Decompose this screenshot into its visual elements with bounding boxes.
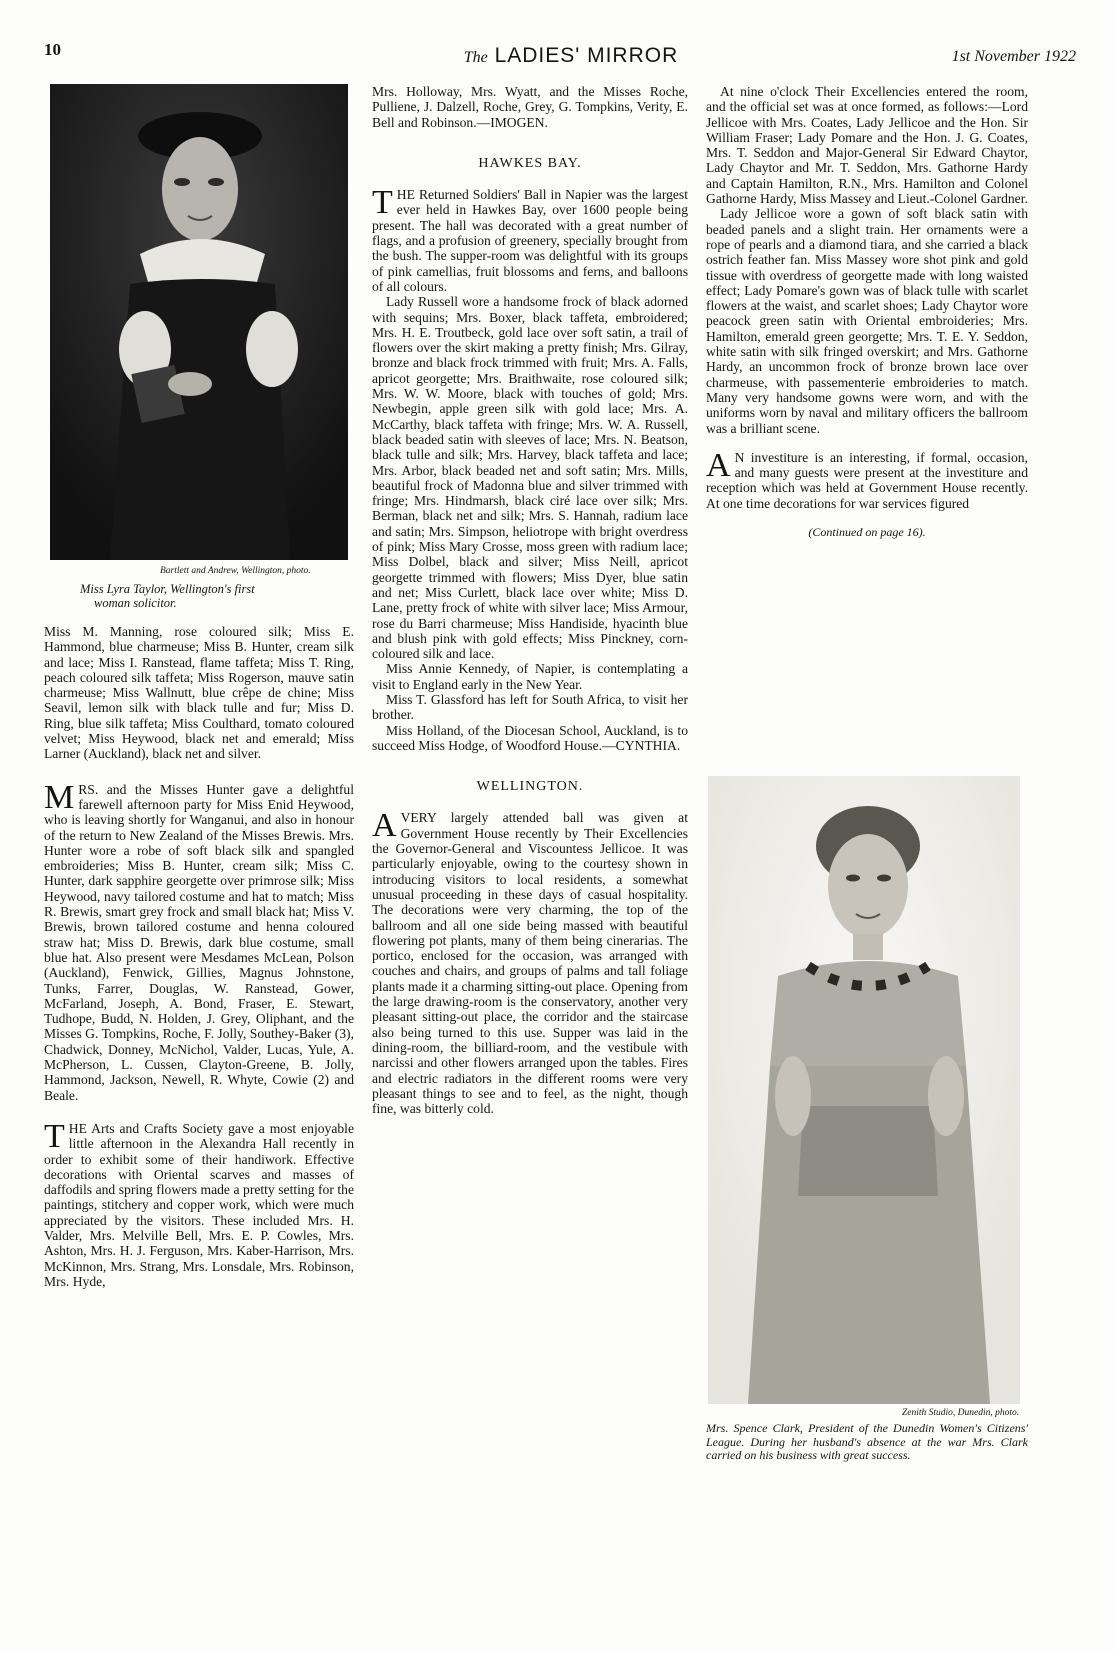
photo-caption: Mrs. Spence Clark, President of the Dunedin Women's Citizens' League. During her husband's absence at the war Mrs. Clark carried on his business with great success.: [706, 1421, 1028, 1462]
paragraph: [706, 446, 1028, 511]
paragraph: Lady Russell wore a handsome frock of black adorned with sequins; Mrs. Boxer, black taffeta, embroidered; Mrs. H. E. Troutbeck, gold lace over soft satin, a trail of flowers over the skirt making a pretty finish; Mrs. Gilray, bronze and black frock trimmed with fruit; Mrs. A. Falls, apricot georgette; Mrs. Braithwaite, rose coloured silk; Mrs. W. W. Moore, black with touches of gold; Mrs. Newbegin, apple green silk with gold lace; Mrs. A. McCarthy, black taffeta with fringe; Mrs. W. A. Russell, black beaded satin with sleeves of lace; Mrs. N. Beatson, black tulle and silk; Mrs. Harvey, black taffeta and lace; Mrs. Arbor, black beaded net and soft satin; Mrs. Mills, beautiful frock of Madonna blue and silver trimmed with fringe; Mrs. Hindmarsh, black ciré lace over silk; Mrs. Berman, black net and silk; Mrs. S. Hannah, radium lace and satin; Mrs. Simpson, heliotrope with bright overdress of pink; Miss Mary Crosse, moss green with radium lace; Miss Dolbel, black and silver; Miss Neill, apricot georgette trimmed with flowers; Miss Dyer, blue satin and net; Miss Curlett, black lace over white; Miss D. Lane, pretty frock of white with silver lace; Miss Armour, rose du Barri charmeuse; Miss Handiside, hyacinth blue and blush pink with gold effects; Miss Pinckney, corn-coloured silk and lace.: [372, 294, 688, 662]
paragraph: At nine o'clock Their Excellencies entered the room, and the official set was at once formed, as follows:—Lord Jellicoe with Mrs. Coates, Lady Jellicoe and the Hon. Sir William Fraser; Lady Pomare and the Hon. J. G. Coates, Mrs. T. Seddon and Major-General Sir Edward Chaytor, Lady Chaytor and Mr. T. Seddon, Mrs. Gathorne Hardy and Captain Hamilton, R.N., Mrs. Hamilton and Colonel Gathorne Hardy, Miss Massey and Lieut.-Colonel Gardner.: [706, 84, 1028, 207]
paragraph-text: RS. and the Misses Hunter gave a delightful farewell afternoon party for Miss Enid Heywood, who is leaving shortly for Wanganui, and also in honour of the return to New Zealand of the Misses Brewis. Mrs. Hunter wore a robe of soft black silk and spangled embroideries; Miss B. Hunter, cream silk; Miss C. Hunter, dark sapphire georgette over primrose silk; Miss Heywood, navy tailored costume and hat to match; Miss R. Brewis, smart grey frock and small black hat; Miss V. Brewis, brown tailored costume and henna coloured straw hat; Miss D. Brewis, dark blue costume, small blue hat. Also present were Mesdames McLean, Polson (Auckland), Fenwick, Gillies, Magnus Johnstone, Tunks, Farrer, Douglas, W. Ranstead, Gower, McFarland, Joseph, A. Bond, Fraser, E. Stewart, Tudhope, Budd, N. Holden, J. Grey, Oliphant, and the Misses G. Tompkins, Roche, F. Jolly, Southey-Baker (3), Chadwick, Donney, McNichol, Valder, Lucas, Yule, A. McPherson, L. Cussen, Clayton-Greene, B. Jolly, Hammond, Jackson, Newell, R. Whyte, Cowie (2) and Beale.: [44, 781, 354, 1103]
paragraph-text: N investiture is an interesting, if formal, occasion, and many guests were present at the investiture and reception which was held at Government House recently. At one time decorations for war services figured: [706, 449, 1028, 511]
paragraph: [44, 1117, 354, 1289]
drop-cap: T: [372, 184, 393, 222]
masthead-title: LADIES' MIRROR: [494, 44, 679, 67]
column-1: [44, 624, 354, 1289]
paragraph: Mrs. Holloway, Mrs. Wyatt, and the Misses Roche, Pulliene, J. Dalzell, Roche, Grey, G. Tompkins, Verity, E. Bell and Robinson.—IMOGEN.: [372, 84, 688, 130]
column-3: [706, 84, 1028, 540]
section-heading: HAWKES BAY.: [478, 155, 582, 171]
caption-line-1: Miss Lyra Taylor, Wellington's first: [80, 582, 255, 596]
paragraph: Miss T. Glassford has left for South Africa, to visit her brother.: [372, 691, 688, 723]
paragraph: Miss Holland, of the Diocesan School, Auckland, is to succeed Miss Hodge, of Woodford House.—CYNTHIA.: [372, 722, 688, 753]
page-number: 10: [44, 40, 61, 59]
portrait-photo-mrs-spence-clark: [708, 776, 1020, 1404]
drop-cap: A: [706, 446, 731, 484]
paragraph: Miss Annie Kennedy, of Napier, is contemplating a visit to England early in the New Year.: [372, 661, 688, 692]
masthead-the: The: [463, 49, 488, 66]
masthead: [436, 44, 706, 68]
drop-cap: M: [44, 778, 75, 816]
paragraph-text: HE Returned Soldiers' Ball in Napier was the largest ever held in Hawkes Bay, over 1600 people being present. The hall was decorated with a great number of flags, and a profusion of greenery, specially brought from the bush. The supper-room was delightful with its groups of pink camellias, fruit blossoms and ferns, and balloons of all colours.: [372, 187, 688, 294]
photo-caption: [80, 582, 350, 610]
drop-cap: A: [372, 807, 397, 845]
column-2: [372, 84, 688, 1116]
paragraph: [372, 184, 688, 294]
photo-credit: Zenith Studio, Dunedin, photo.: [902, 1408, 1020, 1418]
caption-line-2: woman solicitor.: [94, 596, 177, 610]
paragraph-text: VERY largely attended ball was given at Government House recently by Their Excellencies the Governor-General and Viscountess Jellicoe. It was particularly enjoyable, owing to the courtesy shown in introducing visitors to local residents, a somewhat unusual proceeding in these days of casual hospitality. The decorations were very charming, the top of the ballroom and all one side being massed with beautiful flowering pot plants, many of them being cinerarias. The portico, enclosed for the occasion, was arranged with couches and chairs, and groups of palms and tall foliage plants made it a charming sitting-out place. Opening from the large drawing-room is the conservatory, another very pleasant sitting-out place, the corridor and the staircase also being turned to this use. Supper was laid in the dining-room, the billiard-room, and the vestibule with narcissi and other flowers arranged upon the tables. Fires and electric radiators in the different rooms were very pleasant things to see and to feel, as the night, though fine, was bitterly cold.: [372, 810, 688, 1117]
paragraph: [44, 778, 354, 1103]
paragraph: Lady Jellicoe wore a gown of soft black satin with beaded panels and a slight train. Her ornaments were a rope of pearls and a diamond tiara, and she carried a black ostrich feather fan. Miss Massey wore shot pink and gold tissue with overdress of georgette made with long waisted effect; Lady Pomare's gown was of black tulle with scarlet flowers at the waist, and scarlet shoes; Lady Chaytor wore peacock green satin with Oriental embroideries; Mrs. Hamilton, emerald green georgette; Mrs. T. E. Y. Seddon, white satin with silk fringed overskirt; and Mrs. Gathorne Hardy, an uncommon frock of bronze brown lace over charmeuse, with passementerie embroideries to match. Many very handsome gowns were worn, and with the uniforms worn by naval and military officers the ballroom was a brilliant scene.: [706, 206, 1028, 436]
paragraph: [372, 807, 688, 1117]
paragraph: Miss M. Manning, rose coloured silk; Miss E. Hammond, blue charmeuse; Miss B. Hunter, cream silk and lace; Miss I. Ranstead, flame taffeta; Miss T. Ring, peach coloured silk taffeta; Miss Rogerson, mauve satin charmeuse; Miss Wallnutt, blue crêpe de chine; Miss Seavil, lemon silk with black tulle and fur; Miss D. Ring, blue silk taffeta; Miss Coulthard, tomato coloured velvet; Miss Heywood, black net and emerald; Miss Larner (Auckland), black net and silver.: [44, 624, 354, 762]
photo-credit: Bartlett and Andrew, Wellington, photo.: [160, 566, 311, 576]
portrait-illustration: [50, 84, 348, 560]
paragraph-text: HE Arts and Crafts Society gave a most enjoyable little afternoon in the Alexandra Hall recently in order to exhibit some of their handiwork. Effective decorations with Oriental scarves and masses of daffodils and spring flowers made a pretty setting for the paintings, stitchery and copper work, which were much appreciated by the visitors. These included Mrs. H. Valder, Mrs. Melville Bell, Mrs. E. P. Cowles, Mrs. Ashton, Mrs. H. J. Ferguson, Mrs. Kaber-Harrison, Mrs. McKinnon, Mrs. Strang, Mrs. Lonsdale, Mrs. Robinson, Mrs. Hyde,: [44, 1120, 354, 1289]
portrait-photo-lyra-taylor: [50, 84, 348, 560]
portrait-illustration: [708, 776, 1020, 1404]
issue-date: 1st November 1922: [951, 48, 1076, 65]
drop-cap: T: [44, 1117, 65, 1155]
section-heading: WELLINGTON.: [476, 779, 584, 795]
continued-note: (Continued on page 16).: [808, 525, 926, 540]
